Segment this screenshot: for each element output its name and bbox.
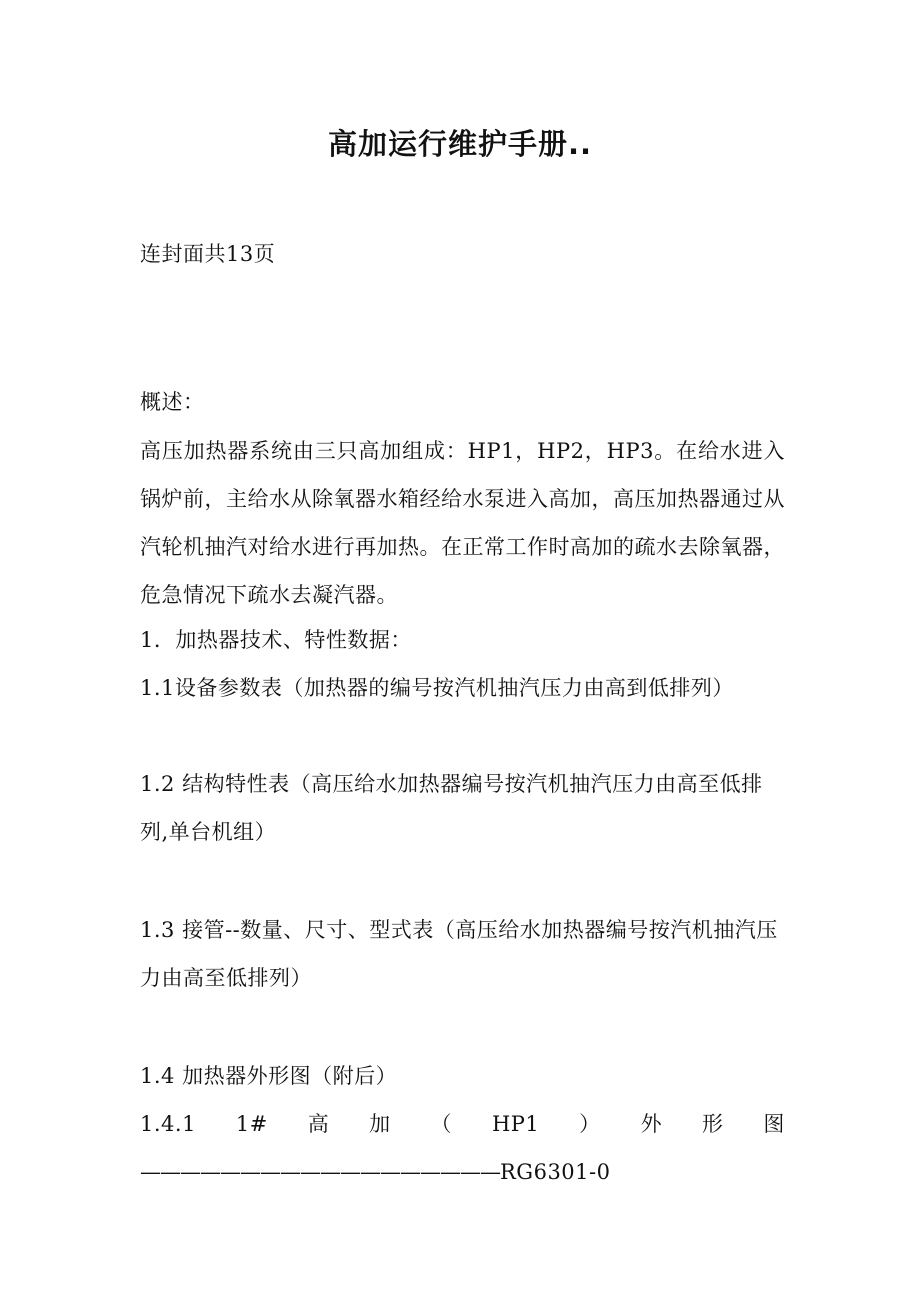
section-1-4-1-word-3: 外 — [640, 1112, 663, 1136]
section-1-2: 1.2 结构特性表（高压给水加热器编号按汽机抽汽压力由高至低排列,单台机组） — [140, 772, 763, 844]
section-1-4-1-right-paren: ） — [579, 1112, 601, 1136]
section-heading-1: 1．加热器技术、特性数据： — [140, 628, 412, 652]
section-1-4-1-left-paren: （ — [430, 1112, 453, 1136]
section-1-4-1-unit: 1# — [235, 1112, 268, 1136]
section-1-4-1-word-4: 形 — [701, 1112, 724, 1136]
page-title: 高加运行维护手册.. — [327, 127, 593, 161]
section-1-3: 1.3 接管--数量、尺寸、型式表（高压给水加热器编号按汽机抽汽压力由高至低排列） — [140, 918, 778, 990]
section-1-4-1-word-2: 加 — [369, 1112, 391, 1136]
page-count-note: 连封面共13页 — [140, 242, 276, 266]
section-1-4-1-number: 1.4.1 — [140, 1112, 196, 1136]
overview-paragraph: 高压加热器系统由三只高加组成：HP1，HP2，HP3。在给水进入锅炉前，主给水从除氧器水箱经给水泵进入高加，高压加热器通过从汽轮机抽汽对给水进行再加热。在正常工作时高加的疏水去除氧器，危急情况下疏水去凝汽器。 — [140, 439, 785, 607]
section-1-4-1-word-1: 高 — [307, 1112, 330, 1136]
section-1-1: 1.1设备参数表（加热器的编号按汽机抽汽压力由高到低排列） — [140, 676, 734, 700]
leader-dashes: —————————————————— — [140, 1160, 500, 1184]
drawing-number: RG6301-0 — [500, 1160, 611, 1184]
section-1-4-1-code: HP1 — [491, 1112, 540, 1136]
section-1-4: 1.4 加热器外形图（附后） — [140, 1064, 398, 1088]
section-1-4-1-word-5: 图 — [763, 1112, 785, 1136]
section-1-4-1 — [140, 1100, 785, 1148]
drawing-number-line — [140, 1148, 785, 1196]
overview-label: 概述： — [140, 390, 205, 414]
